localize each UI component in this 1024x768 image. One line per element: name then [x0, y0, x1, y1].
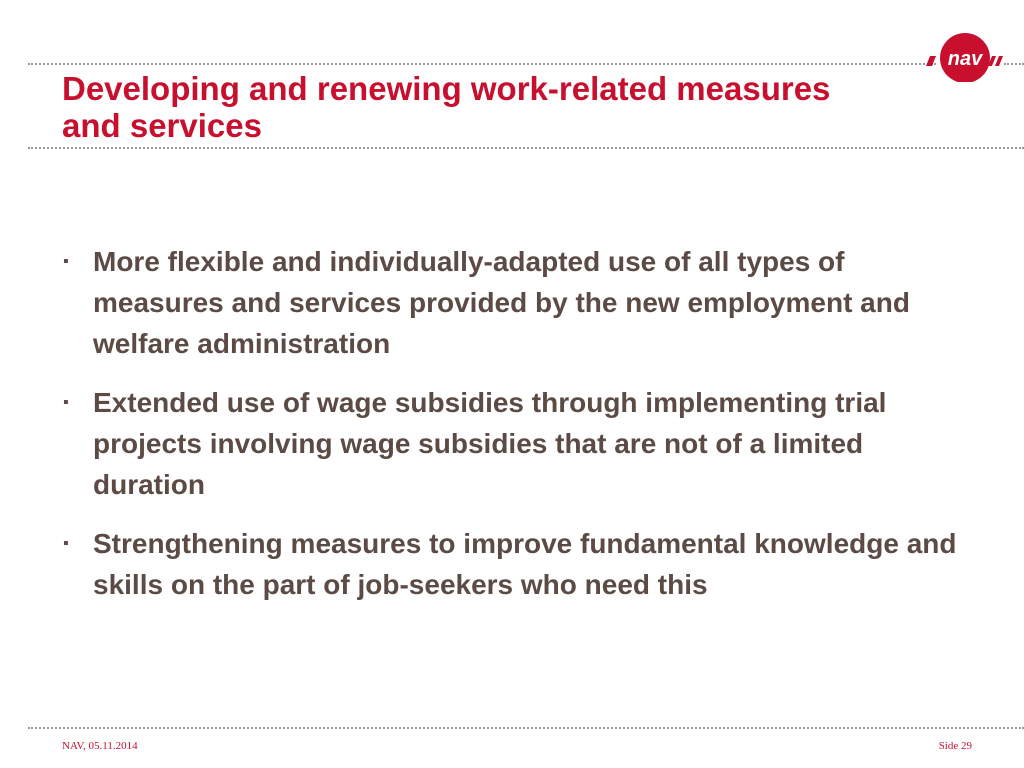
title-dotted-rule	[28, 147, 1024, 149]
square-bullet-icon: ▪	[63, 535, 69, 552]
bullet-item	[60, 241, 960, 364]
nav-logo-icon	[920, 22, 1010, 82]
logo-left-slash	[926, 56, 936, 66]
bullet-text: More flexible and individually-adapted use of all types of measures and services provided by the new employment and welfare administration	[93, 246, 910, 359]
footer-page-number: Side 29	[938, 740, 972, 752]
bullet-list	[60, 241, 960, 623]
bullet-text: Extended use of wage subsidies through implementing trial projects involving wage subsidies that are not of a limited duration	[93, 387, 887, 500]
square-bullet-icon: ▪	[63, 394, 69, 411]
slide-title: Developing and renewing work-related measures and services	[62, 70, 831, 144]
logo-text: nav	[947, 48, 983, 70]
bullet-item	[60, 523, 960, 605]
square-bullet-icon: ▪	[63, 253, 69, 270]
footer-date: NAV, 05.11.2014	[62, 740, 138, 752]
top-dotted-rule	[28, 63, 936, 65]
logo-right-slash-2	[995, 56, 1003, 66]
bullet-item	[60, 382, 960, 505]
footer-dotted-rule	[28, 727, 1024, 729]
bullet-text: Strengthening measures to improve fundamental knowledge and skills on the part of job-seekers who need this	[93, 528, 957, 600]
